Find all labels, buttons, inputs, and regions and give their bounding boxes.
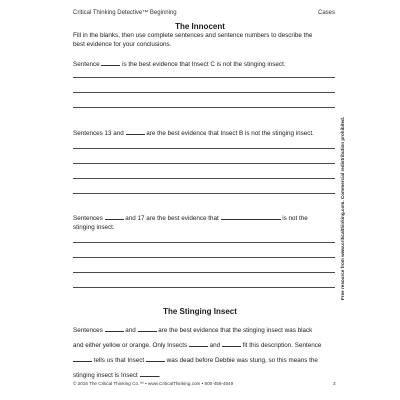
answer-line[interactable]	[73, 193, 335, 194]
question-1	[73, 59, 286, 69]
q1-blank[interactable]	[101, 59, 120, 66]
stinging-blank-5[interactable]	[73, 355, 92, 362]
page-number: 3	[333, 381, 336, 386]
q1-text-pre: Sentence	[73, 61, 100, 68]
stinging-text: .	[158, 372, 161, 379]
q2-text-pre: Sentences 13 and	[73, 130, 124, 137]
stinging-text: and	[125, 327, 136, 334]
q2-blank[interactable]	[126, 128, 145, 135]
answer-line[interactable]	[73, 287, 335, 288]
answer-line[interactable]	[73, 257, 335, 258]
q3-blank-2[interactable]	[221, 213, 281, 220]
q3-text-line2: stinging insect.	[73, 224, 115, 231]
stinging-text: was dead before Debbie was stung, so this means the	[166, 357, 318, 364]
q3-text-post: is not the	[282, 215, 308, 222]
footer-copyright: © 2016 The Critical Thinking Co.™ • www.CriticalThinking.com • 800-458-4849	[73, 381, 234, 386]
stinging-text: and	[209, 342, 221, 349]
answer-line[interactable]	[73, 242, 335, 243]
q2-text-post: are the best evidence that Insect B is not the stinging insect.	[146, 130, 314, 137]
section-title-innocent: The Innocent	[175, 22, 225, 31]
answer-line[interactable]	[73, 107, 335, 108]
q1-text-post: is the best evidence that Insect C is not the stinging insect.	[122, 61, 286, 68]
stinging-blank-3[interactable]	[189, 340, 208, 347]
stinging-text: and either yellow or orange. Only Insects	[73, 342, 188, 349]
answer-line[interactable]	[73, 92, 335, 93]
question-3	[73, 213, 335, 232]
instructions	[73, 31, 338, 49]
stinging-blank-2[interactable]	[138, 325, 157, 332]
instructions-line-2: best evidence for your conclusions.	[73, 41, 172, 48]
stinging-text: fit this description. Sentence	[242, 342, 322, 349]
q3-text-pre: Sentences	[73, 215, 103, 222]
stinging-blank-7[interactable]	[140, 370, 159, 377]
stinging-blank-1[interactable]	[105, 325, 124, 332]
answer-line[interactable]	[73, 272, 335, 273]
question-2	[73, 128, 314, 138]
answer-line[interactable]	[73, 77, 335, 78]
stinging-text: stinging insect is Insect	[73, 372, 138, 379]
stinging-text: tells us that Insect	[93, 357, 145, 364]
header-book-title: Critical Thinking Detective™ Beginning	[73, 10, 177, 16]
instructions-line-1: Fill in the blanks, then use complete sentences and sentence numbers to describe the	[73, 32, 313, 39]
q3-blank-1[interactable]	[105, 213, 124, 220]
header-section: Cases	[318, 10, 336, 16]
stinging-paragraph	[73, 323, 341, 383]
section-title-stinging: The Stinging Insect	[163, 307, 237, 316]
answer-line[interactable]	[73, 148, 335, 149]
stinging-blank-4[interactable]	[222, 340, 241, 347]
answer-line[interactable]	[73, 178, 335, 179]
q3-text-mid: and 17 are the best evidence that	[125, 215, 219, 222]
answer-line[interactable]	[73, 163, 335, 164]
stinging-text: are the best evidence that the stinging insect was black	[158, 327, 313, 334]
stinging-blank-6[interactable]	[146, 355, 165, 362]
copyright-sidebar: Free resource from www.criticalthinking.com. Commercial redistribution prohibited.	[340, 116, 345, 300]
stinging-text: Sentences	[73, 327, 103, 334]
